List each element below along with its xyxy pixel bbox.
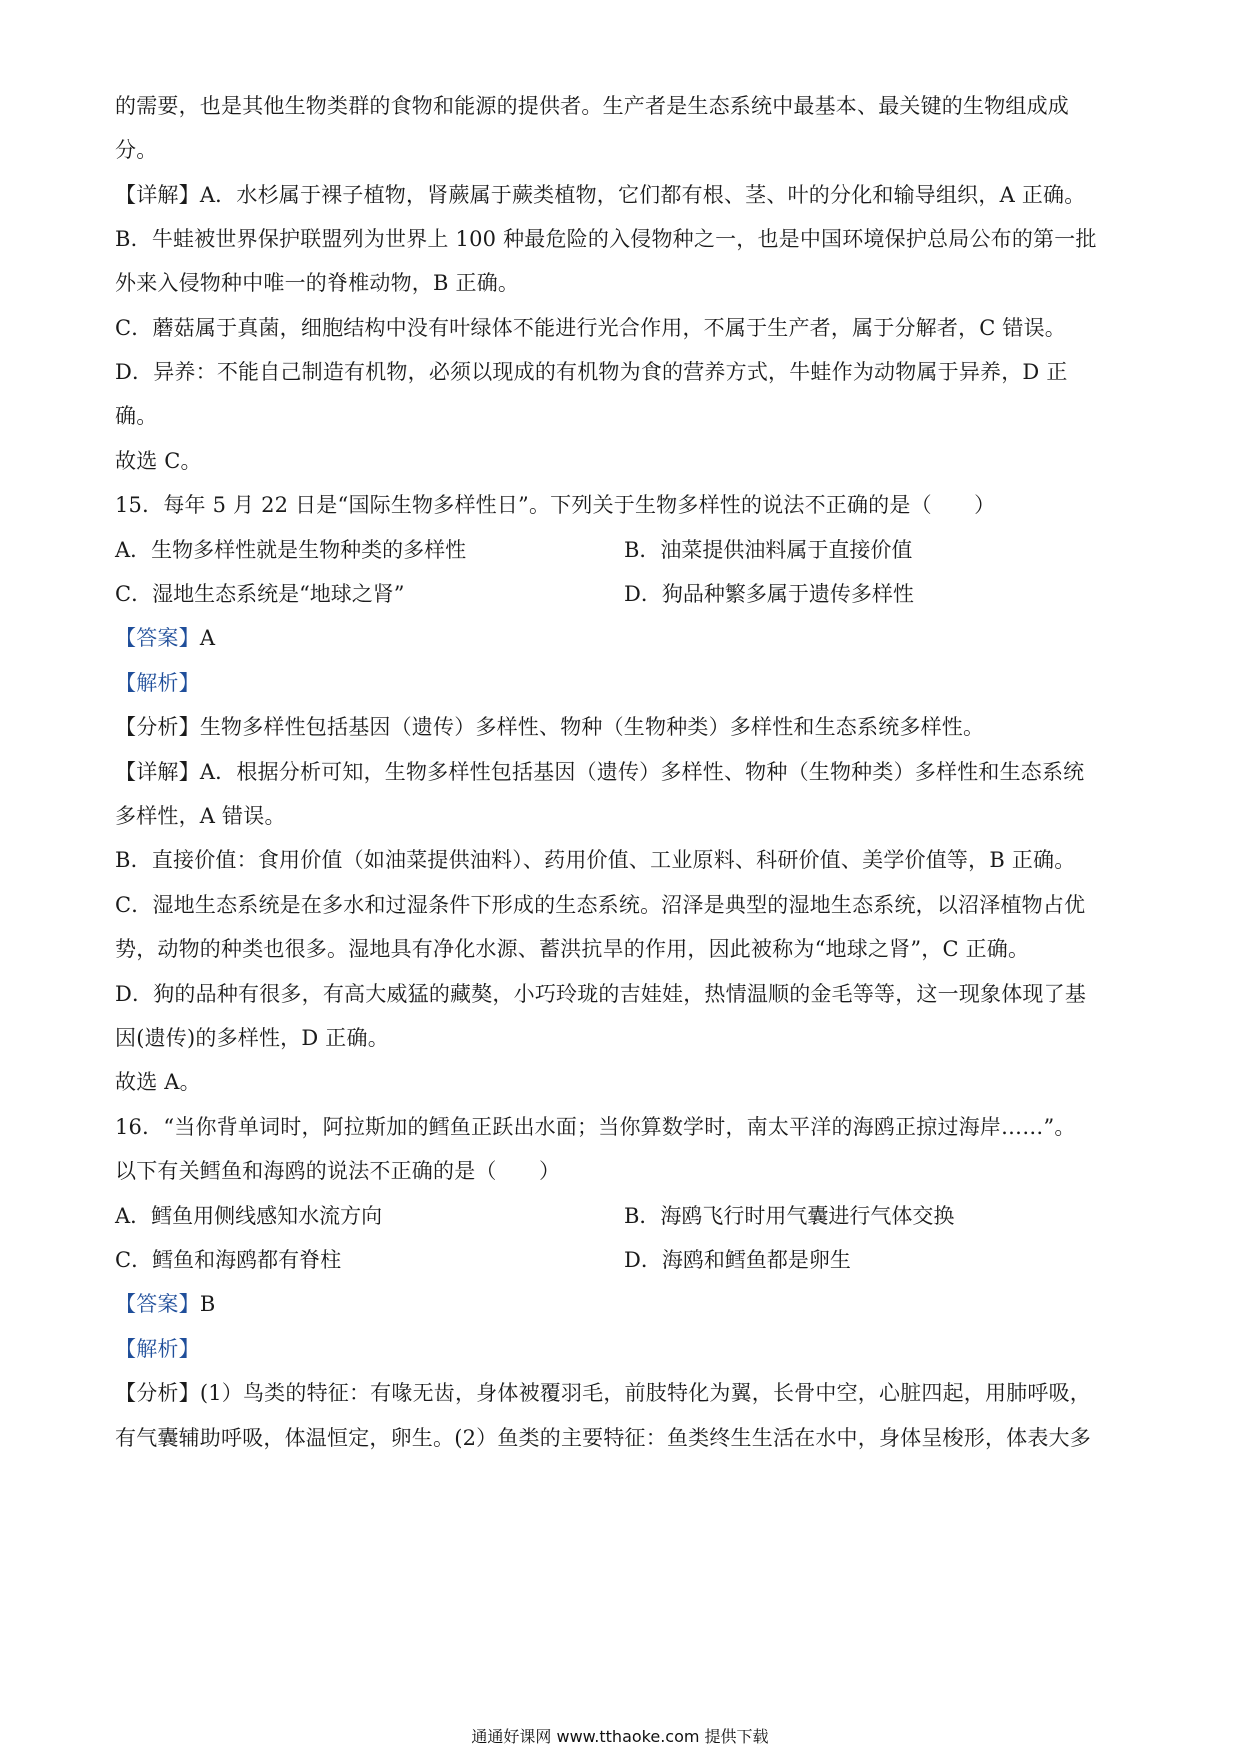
- q15-option-d: D．狗品种繁多属于遗传多样性: [624, 582, 914, 606]
- text-line: 因(遗传)的多样性，D 正确。: [115, 1026, 389, 1050]
- answer-tag: 【答案】: [115, 1292, 200, 1316]
- text-line: 势，动物的种类也很多。湿地具有净化水源、蓄洪抗旱的作用，因此被称为“地球之肾”，C 正确。: [115, 937, 1030, 961]
- section-tag: 【详解】: [115, 760, 200, 784]
- text-line: 【分析】生物多样性包括基因（遗传）多样性、物种（生物种类）多样性和生态系统多样性。: [115, 715, 985, 739]
- q16-option-d: D．海鸥和鳕鱼都是卵生: [624, 1248, 851, 1272]
- page-footer: 通通好课网 www.tthaoke.com 提供下载: [471, 1727, 769, 1746]
- q16-option-b: B．海鸥飞行时用气囊进行气体交换: [624, 1204, 955, 1228]
- text-line: 故选 A。: [115, 1070, 201, 1094]
- text-line: 的需要，也是其他生物类群的食物和能源的提供者。生产者是生态系统中最基本、最关键的生物组成成: [115, 94, 1069, 118]
- text-line: 【分析】(1）鸟类的特征：有喙无齿，身体被覆羽毛，前肢特化为翼，长骨中空，心脏四起，用肺呼吸，: [115, 1381, 1091, 1405]
- question-16: 16．“当你背单词时，阿拉斯加的鳕鱼正跃出水面；当你算数学时，南太平洋的海鸥正掠过海岸……”。: [115, 1115, 1076, 1139]
- question-15: 15．每年 5 月 22 日是“国际生物多样性日”。下列关于生物多样性的说法不正确的是（ ）: [115, 493, 996, 517]
- text-line: B．直接价值：食用价值（如油菜提供油料）、药用价值、工业原料、科研价值、美学价值等，B 正确。: [115, 848, 1076, 872]
- text-line: 确。: [115, 404, 158, 428]
- text-line: 分。: [115, 138, 158, 162]
- text-line: 故选 C。: [115, 449, 202, 473]
- text-line: D．异养：不能自己制造有机物，必须以现成的有机物为食的营养方式，牛蛙作为动物属于异养，D 正: [115, 360, 1068, 384]
- question-16-cont: 以下有关鳕鱼和海鸥的说法不正确的是（ ）: [115, 1159, 561, 1183]
- q16-option-a: A．鳕鱼用侧线感知水流方向: [115, 1204, 383, 1228]
- text-line: 【详解】A．根据分析可知，生物多样性包括基因（遗传）多样性、物种（生物种类）多样性和生态系统: [115, 760, 1085, 784]
- text-line: 外来入侵物种中唯一的脊椎动物，B 正确。: [115, 271, 520, 295]
- section-tag: 【分析】: [115, 715, 200, 739]
- text-line: C．蘑菇属于真菌，细胞结构中没有叶绿体不能进行光合作用，不属于生产者，属于分解者，C 错误。: [115, 316, 1067, 340]
- analysis-tag-16: 【解析】: [115, 1337, 200, 1361]
- analysis-tag-15: 【解析】: [115, 671, 200, 695]
- q15-option-a: A．生物多样性就是生物种类的多样性: [115, 538, 467, 562]
- text-line: 多样性，A 错误。: [115, 804, 286, 828]
- text-line: B．牛蛙被世界保护联盟列为世界上 100 种最危险的入侵物种之一，也是中国环境保护总局公布的第一批: [115, 227, 1097, 251]
- answer-15: 【答案】A: [115, 626, 216, 650]
- answer-tag: 【答案】: [115, 626, 200, 650]
- text-line: 【详解】A．水杉属于裸子植物，肾蕨属于蕨类植物，它们都有根、茎、叶的分化和输导组织，A 正确。: [115, 183, 1086, 207]
- text-line: D．狗的品种有很多，有高大威猛的藏獒，小巧玲珑的吉娃娃，热情温顺的金毛等等，这一现象体现了基: [115, 982, 1087, 1006]
- section-tag: 【详解】: [115, 183, 200, 207]
- text-line: C．湿地生态系统是在多水和过湿条件下形成的生态系统。沼泽是典型的湿地生态系统，以沼泽植物占优: [115, 893, 1086, 917]
- text-line: 有气囊辅助呼吸，体温恒定，卵生。(2）鱼类的主要特征：鱼类终生生活在水中，身体呈梭形，体表大多: [115, 1426, 1091, 1450]
- q15-option-b: B．油菜提供油料属于直接价值: [624, 538, 913, 562]
- q16-option-c: C．鳕鱼和海鸥都有脊柱: [115, 1248, 342, 1272]
- section-tag: 【分析】: [115, 1381, 200, 1405]
- q15-option-c: C．湿地生态系统是“地球之肾”: [115, 582, 405, 606]
- answer-16: 【答案】B: [115, 1292, 216, 1316]
